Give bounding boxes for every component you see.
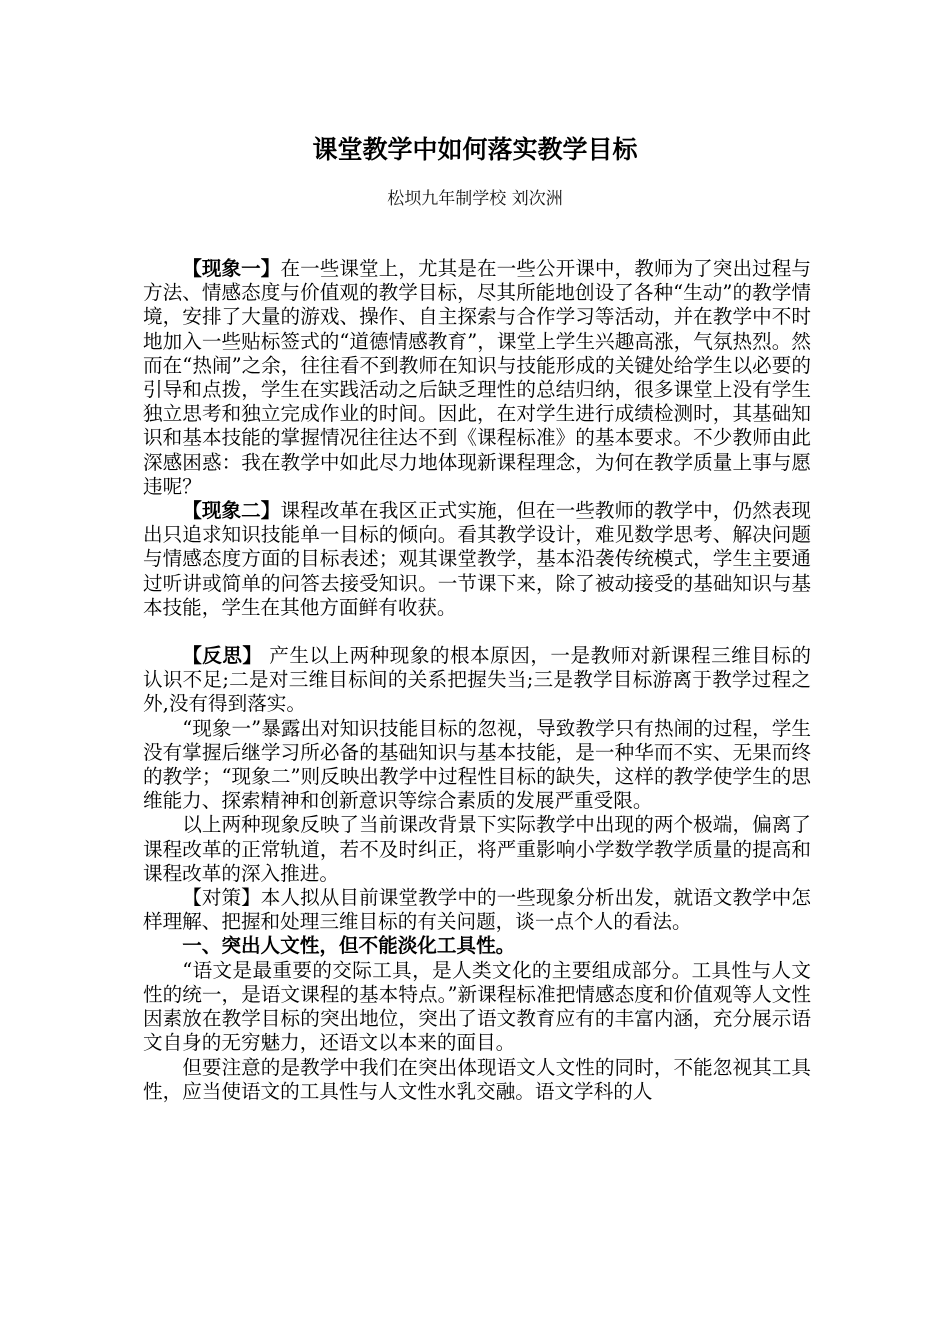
paragraph-text: “语文是最重要的交际工具，是人类文化的主要组成部分。工具性与人文性的统一，是语文课程的基本特点。”新课程标准把情感态度和价值观等人文性因素放在教学目标的突出地位，突出了语文教育应有的丰富内涵，充分展示语文自身的无穷魅力，还语文以本来的面目。 <box>143 958 811 1055</box>
author-line: 松坝九年制学校 刘次洲 <box>387 189 563 209</box>
paragraph-spacer <box>143 620 811 644</box>
paragraph-tag: 【现象一】 <box>182 257 281 280</box>
page-title: 课堂教学中如何落实教学目标 <box>312 135 638 164</box>
paragraph-text: 以上两种现象反映了当前课改背景下实际教学中出现的两个极端，偏离了课程改革的正常轨道，若不及时纠正，将严重影响小学数学教学质量的提高和课程改革的深入推进。 <box>143 813 811 885</box>
paragraph-text: 但要注意的是教学中我们在突出体现语文人文性的同时，不能忽视其工具性，应当使语文的工具性与人文性水乳交融。语文学科的人 <box>143 1055 811 1103</box>
paragraph-reflection <box>143 644 811 717</box>
paragraph-text: 产生以上两种现象的根本原因，一是教师对新课程三维目标的认识不足;二是对三维目标间的关系把握失当;三是教学目标游离于教学过程之外,没有得到落实。 <box>143 644 812 716</box>
paragraph-text: “现象一”暴露出对知识技能目标的忽视，导致教学只有热闹的过程，学生没有掌握后继学习所必备的基础知识与基本技能，是一种华而不实、无果而终的教学；“现象二”则反映出教学中过程性目标的缺失，这样的教学使学生的思维能力、探索精神和创新意识等综合素质的发展严重受限。 <box>143 716 811 813</box>
paragraph-phenomenon-1 <box>143 257 811 499</box>
paragraph-analysis <box>143 717 811 814</box>
paragraph-text: 课程改革在我区正式实施，但在一些教师的教学中，仍然表现出只追求知识技能单一目标的倾向。看其教学设计，难见数学思考、解决问题与情感态度方面的目标表述；观其课堂教学，基本沿袭传统模式，学生主要通过听讲或简单的问答去接受知识。一节课下来，除了被动接受的基础知识与基本技能，学生在其他方面鲜有收获。 <box>143 499 812 619</box>
document-body <box>143 257 811 1104</box>
section-heading-1 <box>143 934 811 958</box>
paragraph-continuation <box>143 1056 811 1104</box>
paragraph-phenomenon-2 <box>143 499 811 620</box>
paragraph-summary <box>143 813 811 886</box>
heading-text: 一、突出人文性，但不能淡化工具性。 <box>182 934 516 958</box>
paragraph-strategy <box>143 886 811 934</box>
paragraph-tag: 【反思】 <box>182 644 263 668</box>
paragraph-text: 【对策】本人拟从目前课堂教学中的一些现象分析出发，就语文教学中怎样理解、把握和处理三维目标的有关问题，谈一点个人的看法。 <box>143 886 811 934</box>
paragraph-text: 在一些课堂上，尤其是在一些公开课中，教师为了突出过程与方法、情感态度与价值观的教学目标，尽其所能地创设了各种“生动”的教学情境，安排了大量的游戏、操作、自主探索与合作学习等活动，并在教学中不时地加入一些贴标签式的“道德情感教育”，课堂上学生兴趣高涨，气氛热烈。然而在“热闹”之余，往往看不到教师在知识与技能形成的关键处给学生以必要的引导和点拨，学生在实践活动之后缺乏理性的总结归纳，很多课堂上没有学生独立思考和独立完成作业的时间。因此，在对学生进行成绩检测时，其基础知识和基本技能的掌握情况往往达不到《课程标准》的基本要求。不少教师由此深感困惑：我在教学中如此尽力地体现新课程理念，为何在教学质量上事与愿违呢？ <box>143 257 812 498</box>
paragraph-quote <box>143 959 811 1056</box>
paragraph-tag: 【现象二】 <box>182 499 281 523</box>
